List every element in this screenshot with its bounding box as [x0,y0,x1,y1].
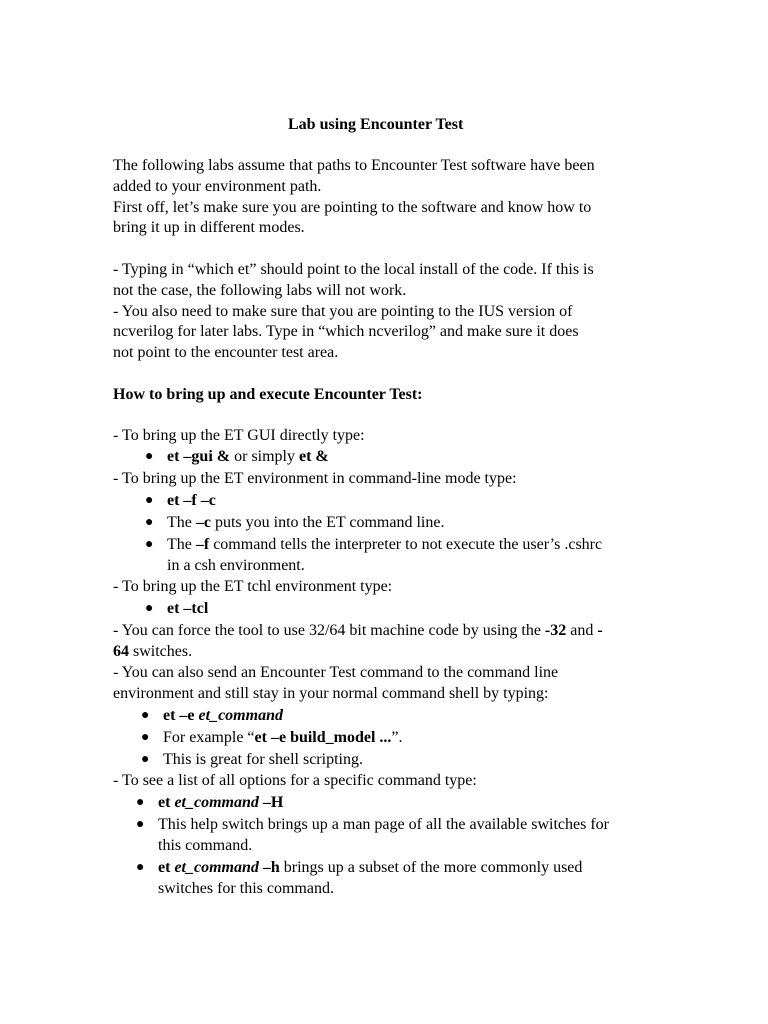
text-span: et [158,859,175,876]
cmdline-c-flag-bullet [167,513,444,533]
bullet-icon: ● [136,860,145,875]
cmdline-f-flag-bullet [167,535,602,555]
gui-bullet [167,447,329,467]
text-span: The [167,514,196,531]
bullet-icon: ● [141,752,150,767]
options-help-H-bullet [158,793,283,813]
command-arg: et_command [174,794,259,811]
options-intro: - To see a list of all options for a specific command type: [113,772,477,789]
bullet-icon: ● [141,730,150,745]
bullet-icon: ● [141,708,150,723]
send-command-arg: et_command [198,707,283,724]
help-H-flag: –H [258,794,284,811]
bits-line-2 [113,642,192,662]
tcl-command: et –tcl [167,600,209,617]
text-span: For example “ [163,729,255,746]
check-which-et-line-1: - Typing in “which et” should point to the local install of the code. If this is [113,261,594,278]
cmdline-f-flag-bullet-line-2: in a csh environment. [167,557,305,574]
options-man-page-line-1: This help switch brings up a man page of all the available switches for [158,816,609,833]
section-heading: How to bring up and execute Encounter Test: [113,386,423,403]
c-flag: –c [195,514,211,531]
tcl-intro: - To bring up the ET tchl environment type: [113,578,393,595]
send-command-bullet [163,706,283,726]
text-span: switches. [129,643,193,660]
intro-line-3: First off, let’s make sure you are pointing to the software and know how to [113,199,592,216]
bullet-icon: ● [145,493,154,508]
flag-64-dash: - [597,622,603,639]
gui-or-text: or simply [230,448,299,465]
bullet-icon: ● [145,537,154,552]
flag-32: -32 [544,622,567,639]
check-ncverilog-line-1: - You also need to make sure that you are pointing to the IUS version of [113,303,573,320]
send-command: et –e [163,707,199,724]
text-span: and [566,622,598,639]
command-arg: et_command [174,859,259,876]
text-span: puts you into the ET command line. [210,514,445,531]
text-span: The [167,536,196,553]
options-help-h-bullet [158,858,582,878]
text-span: ”. [391,729,403,746]
send-scripting-bullet: This is great for shell scripting. [163,751,363,768]
document-title: Lab using Encounter Test [288,116,464,133]
check-which-et-line-2: not the case, the following labs will not work. [113,282,407,299]
options-man-page-line-2: this command. [158,837,253,854]
check-ncverilog-line-3: not point to the encounter test area. [113,344,339,361]
text-span: brings up a subset of the more commonly used [279,859,583,876]
cmdline-intro: - To bring up the ET environment in command-line mode type: [113,470,517,487]
check-ncverilog-line-2: ncverilog for later labs. Type in “which ncverilog” and make sure it does [113,323,579,340]
options-help-h-line-2: switches for this command. [158,880,334,897]
flag-64-number: 64 [113,643,129,660]
text-span: et [158,794,175,811]
gui-intro: - To bring up the ET GUI directly type: [113,427,365,444]
f-flag: –f [195,536,210,553]
gui-command-short: et & [299,448,329,465]
example-command: et –e build_model ... [254,729,392,746]
gui-command: et –gui & [167,448,231,465]
send-example-bullet [163,728,403,748]
intro-line-1: The following labs assume that paths to Encounter Test software have been [113,157,595,174]
cmdline-command: et –f –c [167,492,216,509]
send-line-2: environment and still stay in your normal command shell by typing: [113,685,549,702]
bullet-icon: ● [145,601,154,616]
bullet-icon: ● [136,817,145,832]
help-h-flag: –h [258,859,280,876]
bullet-icon: ● [136,795,145,810]
text-span: command tells the interpreter to not execute the user’s .cshrc [209,536,603,553]
bullet-icon: ● [145,515,154,530]
text-span: - You can force the tool to use 32/64 bit machine code by using the [113,622,545,639]
send-line-1: - You can also send an Encounter Test command to the command line [113,664,559,681]
intro-line-4: bring it up in different modes. [113,219,305,236]
bullet-icon: ● [145,449,154,464]
bits-line-1 [113,621,603,641]
intro-line-2: added to your environment path. [113,178,322,195]
